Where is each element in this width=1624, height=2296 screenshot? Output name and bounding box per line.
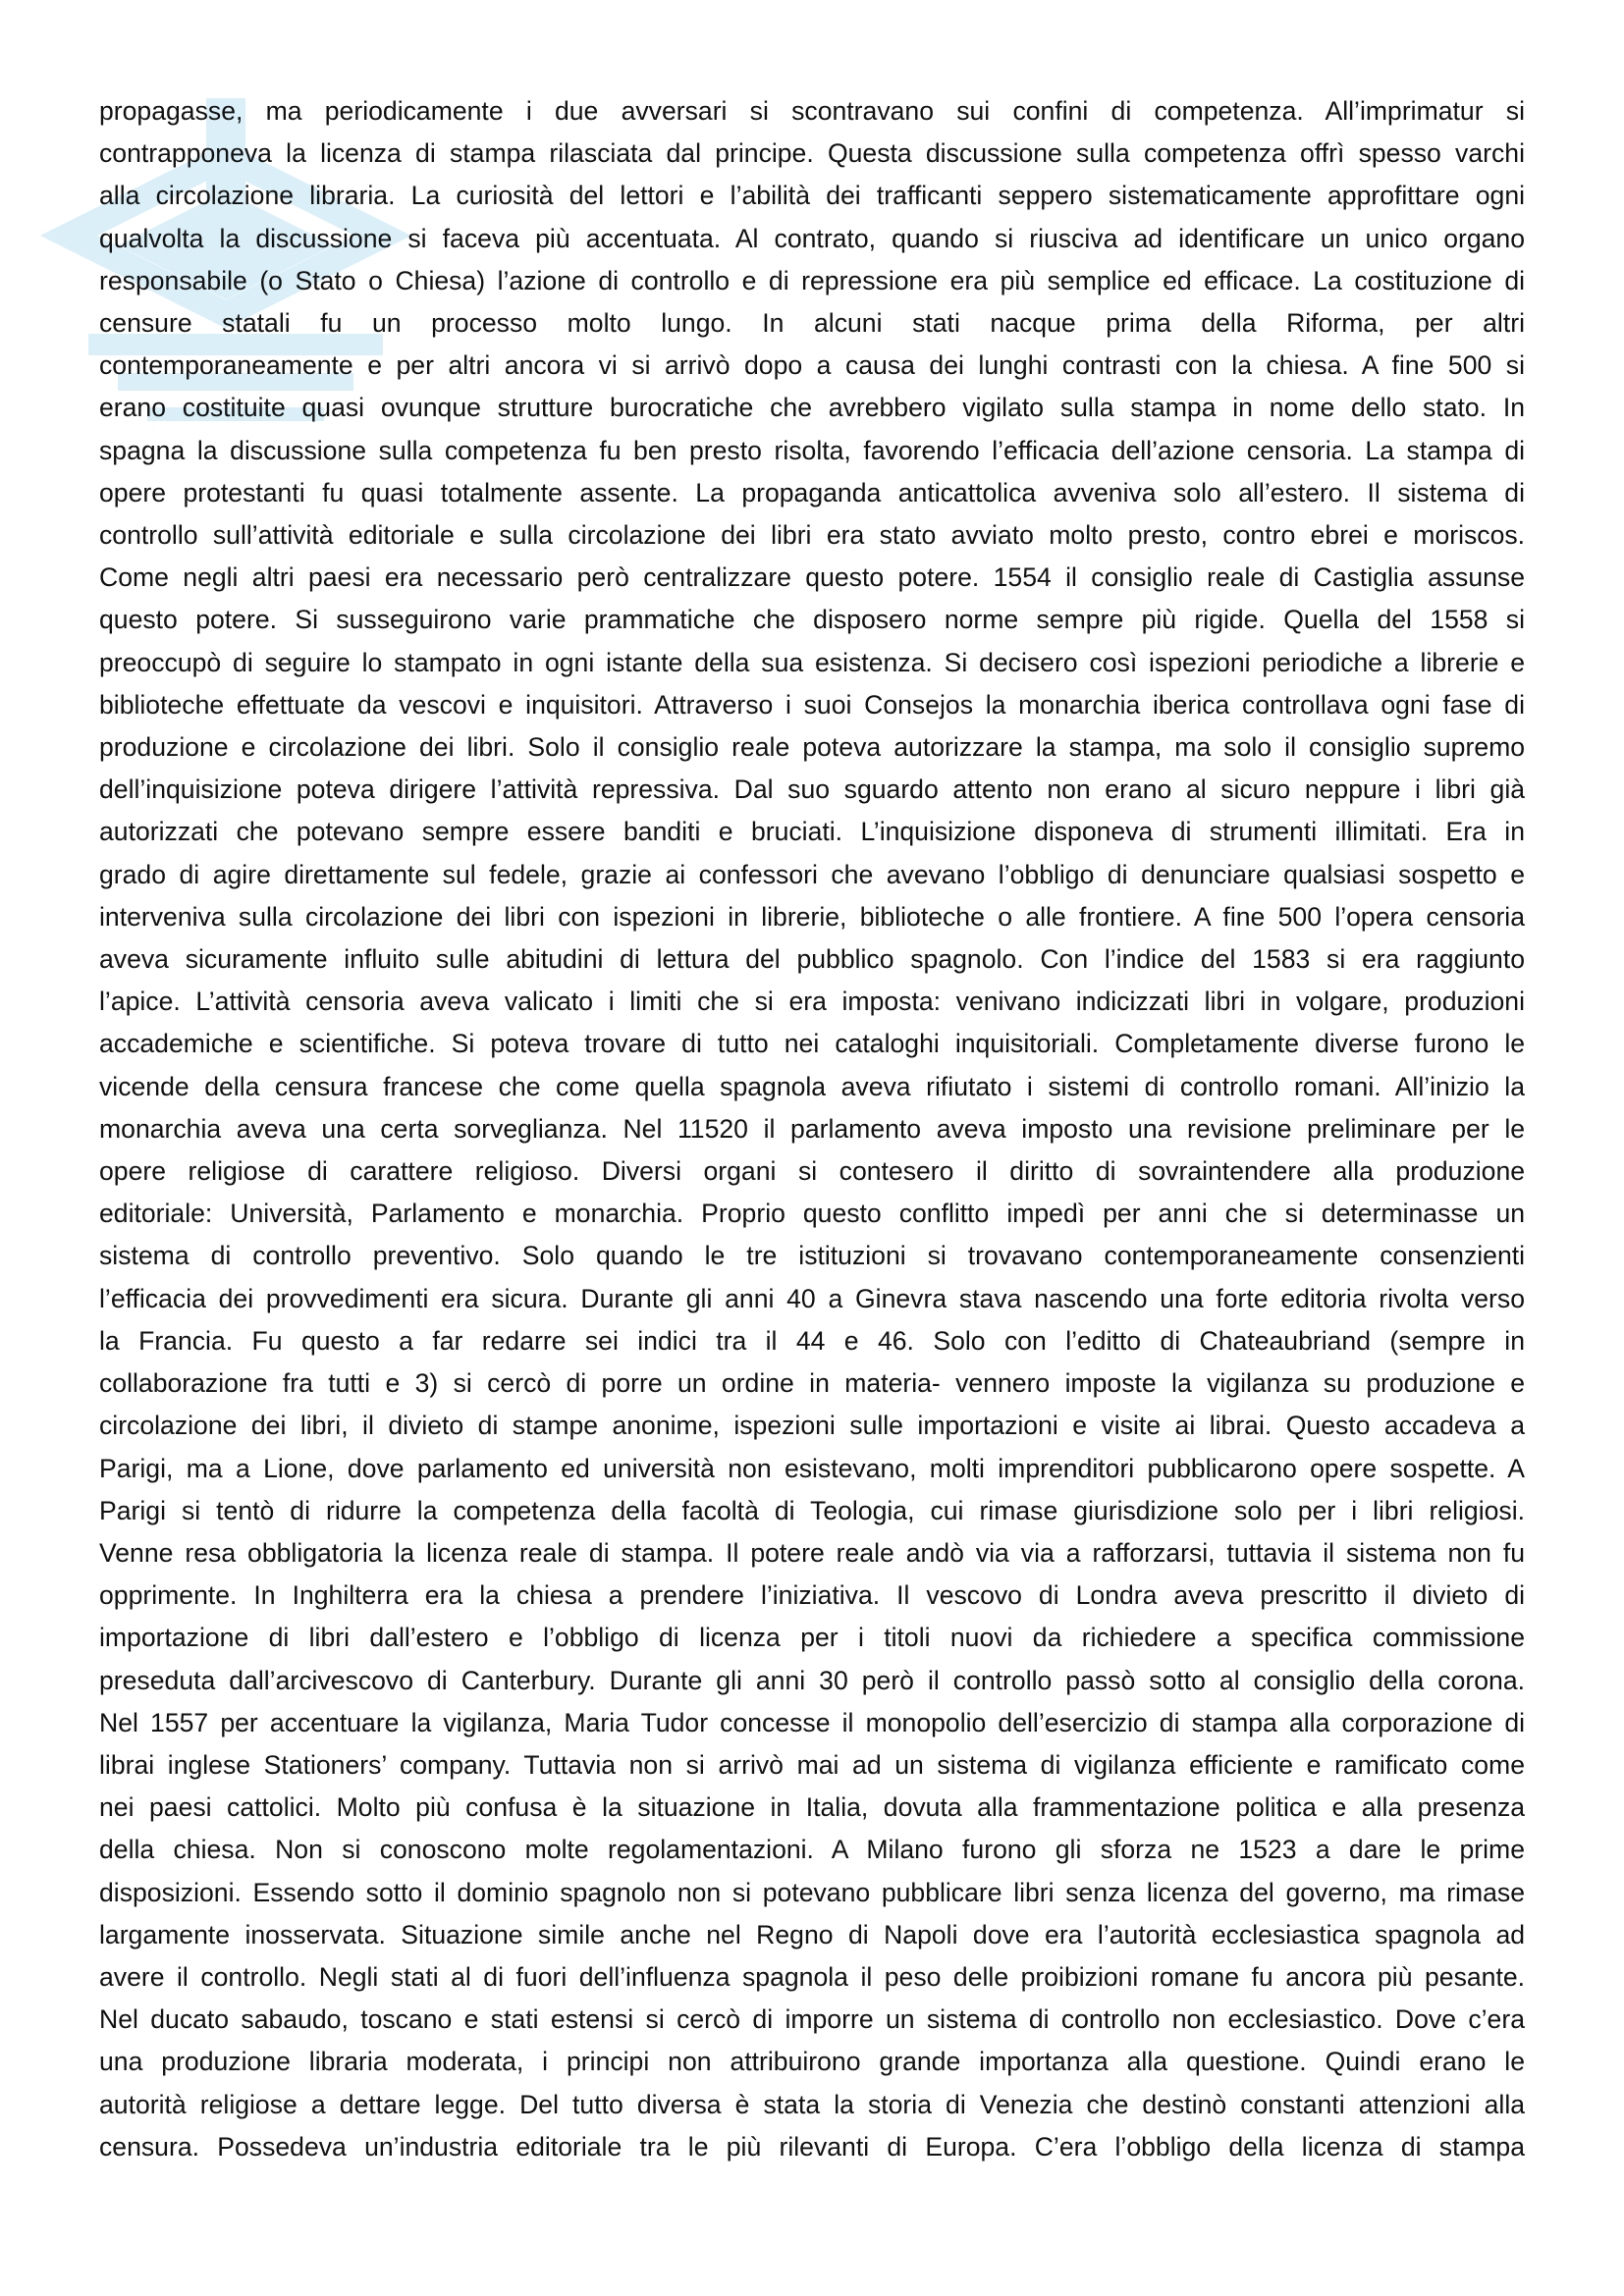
text-line: l’efficacia dei provvedimenti era sicura. Durante gli anni 40 a Ginevra stava nascendo una forte editoria rivolta verso (99, 1283, 1525, 1313)
text-line: accademiche e scientifiche. Si poteva trovare di tutto nei cataloghi inquisitoriali. Completamente diverse furono le (99, 1029, 1526, 1059)
text-line: preseduta dall’arcivescovo di Canterbury. Durante gli anni 30 però il controllo passò sotto al consiglio della corona. (99, 1665, 1525, 1695)
text-line: qualvolta la discussione si faceva più accentuata. Al contrato, quando si riusciva ad identificare un unico organo (99, 223, 1525, 253)
body-text (99, 90, 1525, 2168)
text-line: disposizioni. Essendo sotto il dominio spagnolo non si potevano pubblicare libri senza licenza del governo, ma rimase (99, 1877, 1525, 1907)
text-line: Nel ducato sabaudo, toscano e stati estensi si cercò di imporre un sistema di controllo non ecclesiastico. Dove c’era (99, 2004, 1525, 2035)
text-line: produzione e circolazione dei libri. Solo il consiglio reale poteva autorizzare la stampa, ma solo il consiglio supremo (99, 732, 1526, 763)
text-line: sistema di controllo preventivo. Solo quando le tre istituzioni si trovavano contemporaneamente consenzienti (99, 1241, 1526, 1271)
text-line: librai inglese Stationers’ company. Tuttavia non si arrivò mai ad un sistema di vigilanza efficiente e ramificato come (99, 1749, 1525, 1780)
text-line: controllo sull’attività editoriale e sulla circolazione dei libri era stato avviato molto presto, contro ebrei e moriscos. (99, 520, 1526, 551)
text-line: questo potere. Si susseguirono varie prammatiche che disposero norme sempre più rigide. Quella del 1558 si (99, 605, 1525, 635)
text-line: interveniva sulla circolazione dei libri con ispezioni in librerie, biblioteche o alle frontiere. A fine 500 l’opera censoria (99, 901, 1525, 932)
text-line: una produzione libraria moderata, i principi non attribuirono grande importanza alla questione. Quindi erano le (99, 2047, 1526, 2077)
text-line: largamente inosservata. Situazione simile anche nel Regno di Napoli dove era l’autorità ecclesiastica spagnola ad (99, 1919, 1526, 1949)
text-line: autorità religiose a dettare legge. Del tutto diversa è stata la storia di Venezia che destinò constanti attenzioni alla (99, 2089, 1526, 2119)
text-line: grado di agire direttamente sul fedele, grazie ai confessori che avevano l’obbligo di denunciare qualsiasi sospetto e (99, 859, 1525, 889)
text-line: autorizzati che potevano sempre essere banditi e bruciati. L’inquisizione disponeva di strumenti illimitati. Era in (99, 817, 1526, 847)
text-line: preoccupò di seguire lo stampato in ogni istante della sua esistenza. Si decisero così ispezioni periodiche a librerie e (99, 647, 1525, 677)
text-line: vicende della censura francese che come quella spagnola aveva rifiutato i sistemi di controllo romani. All’inizio la (99, 1071, 1525, 1101)
text-line: biblioteche effettuate da vescovi e inquisitori. Attraverso i suoi Consejos la monarchia iberica controllava ogni fase di (99, 689, 1526, 720)
text-line: opere protestanti fu quasi totalmente assente. La propaganda anticattolica avveniva solo all’estero. Il sistema di (99, 477, 1525, 507)
text-line: Parigi, ma a Lione, dove parlamento ed università non esistevano, molti imprenditori pubblicarono opere sospette. A (99, 1453, 1525, 1483)
text-line: editoriale: Università, Parlamento e monarchia. Proprio questo conflitto impedì per anni che si determinasse un (99, 1199, 1526, 1229)
text-line: spagna la discussione sulla competenza fu ben presto risolta, favorendo l’efficacia dell’azione censoria. La stampa di (99, 435, 1526, 465)
text-line: avere il controllo. Negli stati al di fuori dell’influenza spagnola il peso delle proibizioni romane fu ancora più pesante. (99, 1961, 1526, 1992)
text-line: censura. Possedeva un’industria editoriale tra le più rilevanti di Europa. C’era l’obbligo della licenza di stampa (99, 2131, 1525, 2162)
text-line: censure statali fu un processo molto lungo. In alcuni stati nacque prima della Riforma, per altri (99, 308, 1525, 339)
text-line: nei paesi cattolici. Molto più confusa è la situazione in Italia, dovuta alla frammentazione politica e alla presenza (99, 1792, 1526, 1823)
text-line: propagasse, ma periodicamente i due avversari si scontravano sui confini di competenza. All’imprimatur si (99, 96, 1525, 126)
text-line: monarchia aveva una certa sorveglianza. Nel 11520 il parlamento aveva imposto una revisione preliminare per le (99, 1113, 1526, 1144)
text-line: erano costituite quasi ovunque strutture burocratiche che avrebbero vigilato sulla stampa in nome dello stato. In (99, 393, 1525, 423)
text-line: della chiesa. Non si conoscono molte regolamentazioni. A Milano furono gli sforza ne 1523 a dare le prime (99, 1835, 1525, 1865)
text-line: l’apice. L’attività censoria aveva valicato i limiti che si era imposta: venivano indicizzati libri in volgare, produzioni (99, 987, 1525, 1017)
text-line: Venne resa obbligatoria la licenza reale di stampa. Il potere reale andò via via a rafforzarsi, tuttavia il sistema non fu (99, 1537, 1525, 1568)
text-line: la Francia. Fu questo a far redarre sei indici tra il 44 e 46. Solo con l’editto di Chateaubriand (sempre in (99, 1325, 1525, 1356)
text-line: Parigi si tentò di ridurre la competenza della facoltà di Teologia, cui rimase giurisdizione solo per i libri religiosi. (99, 1495, 1525, 1525)
text-line: responsabile (o Stato o Chiesa) l’azione di controllo e di repressione era più semplice ed efficace. La costituzione di (99, 265, 1526, 295)
text-line: circolazione dei libri, il divieto di stampe anonime, ispezioni sulle importazioni e visite ai librai. Questo accadeva a (99, 1411, 1526, 1441)
text-line: alla circolazione libraria. La curiosità del lettori e l’abilità dei trafficanti seppero sistematicamente approfittare ogni (99, 181, 1526, 211)
text-line: collaborazione fra tutti e 3) si cercò di porre un ordine in materia- vennero imposte la vigilanza su produzione e (99, 1368, 1526, 1399)
text-line: aveva sicuramente influito sulle abitudini di lettura del pubblico spagnolo. Con l’indice del 1583 si era raggiunto (99, 944, 1526, 975)
text-line: opprimente. In Inghilterra era la chiesa a prendere l’iniziativa. Il vescovo di Londra aveva prescritto il divieto di (99, 1580, 1526, 1611)
text-line: contemporaneamente e per altri ancora vi si arrivò dopo a causa dei lunghi contrasti con la chiesa. A fine 500 si (99, 350, 1525, 381)
text-line: Come negli altri paesi era necessario però centralizzare questo potere. 1554 il consiglio reale di Castiglia assunse (99, 562, 1525, 593)
text-line: importazione di libri dall’estero e l’obbligo di licenza per i titoli nuovi da richiedere a specifica commissione (99, 1623, 1525, 1653)
text-line: opere religiose di carattere religioso. Diversi organi si contesero il diritto di sovraintendere alla produzione (99, 1156, 1526, 1187)
text-line: Nel 1557 per accentuare la vigilanza, Maria Tudor concesse il monopolio dell’esercizio di stampa alla corporazione di (99, 1707, 1526, 1737)
text-line: dell’inquisizione poteva dirigere l’attività repressiva. Dal suo sguardo attento non erano al sicuro neppure i libri già (99, 774, 1526, 805)
text-line: contrapponeva la licenza di stampa rilasciata dal principe. Questa discussione sulla competenza offrì spesso varchi (99, 138, 1525, 169)
